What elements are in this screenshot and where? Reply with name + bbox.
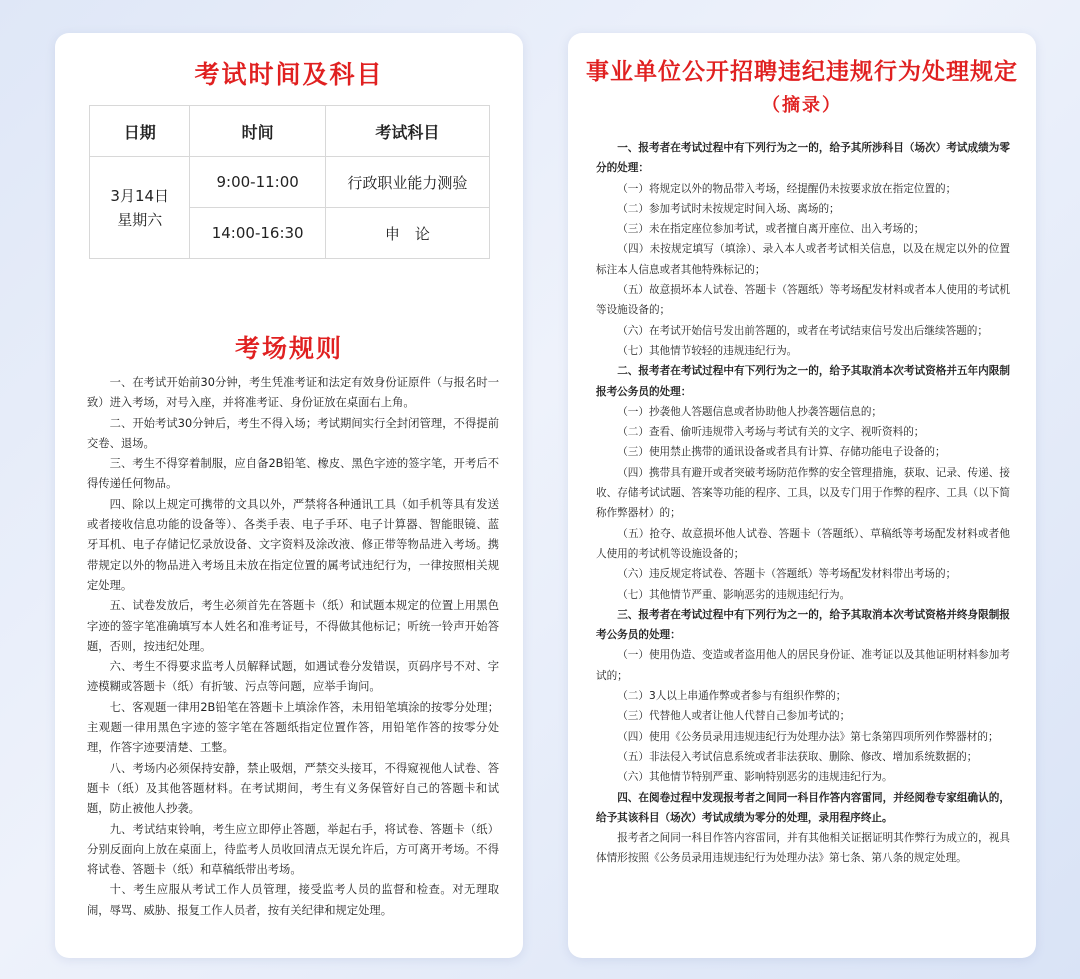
regulation-item: （一）使用伪造、变造或者盗用他人的居民身份证、准考证以及其他证明材料参加考试的； (596, 649, 1010, 682)
regulation-section-heading: 三、报考者在考试过程中有下列行为之一的，给予其取消本次考试资格并终身限制报考公务员的处理： (596, 608, 1010, 642)
date-cell (90, 157, 190, 259)
regulation-item: （七）其他情节严重、影响恶劣的违规违纪行为。 (617, 588, 851, 601)
rule-item: 二、开始考试30分钟后，考生不得入场；考试期间实行全封闭管理，不得提前交卷、退场。 (87, 416, 499, 450)
exam-info-card (55, 33, 523, 958)
regulation-item: （六）在考试开始信号发出前答题的，或者在考试结束信号发出后继续答题的； (617, 324, 988, 337)
weekday-line: 星期六 (117, 210, 163, 229)
table-header-row (90, 106, 490, 157)
regulation-item: （四）未按规定填写（填涂）、录入本人或者考试相关信息，以及在规定以外的位置标注本人信息或者其他特殊标记的； (596, 243, 1010, 276)
regulation-item: （三）代替他人或者让他人代替自己参加考试的； (617, 710, 851, 723)
rule-item: 七、客观题一律用2B铅笔在答题卡上填涂作答，未用铅笔填涂的按零分处理；主观题一律用黑色字迹的签字笔在答题纸指定位置作答，用铅笔作答的按零分处理，作答字迹要清楚、工整。 (87, 700, 499, 755)
header-subject: 考试科目 (325, 106, 489, 157)
rules-title: 考场规则 (234, 334, 343, 363)
regulation-item: （三）使用禁止携带的通讯设备或者具有计算、存储功能电子设备的； (617, 446, 946, 459)
regulation-item: （一）将规定以外的物品带入考场，经提醒仍未按要求放在指定位置的； (617, 182, 957, 195)
rule-item: 三、考生不得穿着制服，应自备2B铅笔、橡皮、黑色字迹的签字笔，开考后不得传递任何物品。 (87, 457, 499, 491)
regulation-item: （四）使用《公务员录用违规违纪行为处理办法》第七条第四项所列作弊器材的； (617, 730, 999, 743)
regulation-item: 报考者之间同一科目作答内容雷同，并有其他相关证据证明其作弊行为成立的，视具体情形按照《公务员录用违规违纪行为处理办法》第七条、第八条的规定处理。 (596, 832, 1010, 865)
regulation-item: （五）抢夺、故意损坏他人试卷、答题卡（答题纸）、草稿纸等考场配发材料或者他人使用的考试机等设施设备的； (596, 527, 1010, 560)
date-line: 3月14日 (110, 186, 170, 205)
rule-item: 六、考生不得要求监考人员解释试题，如遇试卷分发错误，页码序号不对、字迹模糊或答题卡（纸）有折皱、污点等问题，应举手询问。 (87, 660, 499, 694)
regulation-section-heading: 四、在阅卷过程中发现报考者之间同一科目作答内容雷同，并经阅卷专家组确认的，给予其该科目（场次）考试成绩为零分的处理，录用程序终止。 (596, 791, 1010, 824)
rule-item: 一、在考试开始前30分钟，考生凭准考证和法定有效身份证原件（与报名时一致）进入考场，对号入座，并将准考证、身份证放在桌面右上角。 (87, 376, 499, 410)
time-cell: 9:00-11:00 (190, 157, 325, 208)
rule-item: 十、考生应服从考试工作人员管理，接受监考人员的监督和检查。对无理取闹，辱骂、威胁、报复工作人员者，按有关纪律和规定处理。 (87, 883, 499, 917)
schedule-table (89, 105, 490, 259)
regulation-item: （三）未在指定座位参加考试，或者擅自离开座位、出入考场的； (617, 223, 925, 236)
rule-item: 八、考场内必须保持安静，禁止吸烟，严禁交头接耳，不得窥视他人试卷、答题卡（纸）及其他答题材料。在考试期间，考生有义务保管好自己的答题卡和试题，防止被他人抄袭。 (87, 761, 499, 816)
rule-item: 四、除以上规定可携带的文具以外，严禁将各种通讯工具（如手机等具有发送或者接收信息功能的设备等）、各类手表、电子手环、电子计算器、智能眼镜、蓝牙耳机、电子存储记忆录放设备、文字资料及涂改液、修正带等物品进入考场。携带规定以外的物品进入考场且未放在指定位置的属考试违纪行为，一律按照相关规定处理。 (87, 497, 499, 592)
regulation-item: （二）查看、偷听违规带入考场与考试有关的文字、视听资料的； (617, 426, 925, 439)
time-cell: 14:00-16:30 (190, 208, 325, 259)
rule-item: 五、试卷发放后，考生必须首先在答题卡（纸）和试题本规定的位置上用黑色字迹的签字笔准确填写本人姓名和准考证号，不得做其他标记；听统一铃声开始答题，否则，按违纪处理。 (87, 599, 499, 653)
regulation-item: （五）故意损坏本人试卷、答题卡（答题纸）等考场配发材料或者本人使用的考试机等设施设备的； (596, 284, 1010, 317)
rule-item: 九、考试结束铃响，考生应立即停止答题，举起右手，将试卷、答题卡（纸）分别反面向上放在桌面上，待监考人员收回清点无误允许后，方可离开考场。不得将试卷、答题卡（纸）和草稿纸带出考场。 (87, 822, 499, 877)
regulations-title: 事业单位公开招聘违纪违规行为处理规定 (586, 59, 1018, 85)
regulation-section-heading: 一、报考者在考试过程中有下列行为之一的，给予其所涉科目（场次）考试成绩为零分的处理： (596, 142, 1010, 175)
regulation-item: （六）违反规定将试卷、答题卡（答题纸）等考场配发材料带出考场的； (617, 568, 957, 581)
regulation-item: （二）3人以上串通作弊或者参与有组织作弊的； (617, 690, 847, 703)
regulations-body (596, 138, 1010, 869)
regulation-item: （六）其他情节特别严重、影响特别恶劣的违规违纪行为。 (617, 771, 893, 784)
subject-cell: 申 论 (325, 208, 489, 259)
header-time: 时间 (190, 106, 325, 157)
regulations-subtitle: （摘录） (762, 95, 842, 116)
regulation-section-heading: 二、报考者在考试过程中有下列行为之一的，给予其取消本次考试资格并五年内限制报考公务员的处理： (596, 365, 1010, 398)
header-date: 日期 (90, 106, 190, 157)
rules-body (87, 373, 499, 921)
regulation-item: （四）携带具有避开或者突破考场防范作弊的安全管理措施，获取、记录、传递、接收、存储考试试题、答案等功能的程序、工具，以及专门用于作弊的程序、工具（以下简称作弊器材）的； (596, 466, 1010, 520)
regulations-card (568, 33, 1036, 958)
table-row (90, 157, 490, 208)
regulation-item: （五）非法侵入考试信息系统或者非法获取、删除、修改、增加系统数据的； (617, 750, 978, 763)
regulation-item: （七）其他情节较轻的违规违纪行为。 (617, 344, 798, 357)
regulation-item: （二）参加考试时未按规定时间入场、离场的； (617, 202, 840, 215)
schedule-title: 考试时间及科目 (194, 60, 384, 89)
regulation-item: （一）抄袭他人答题信息或者协助他人抄袭答题信息的； (617, 405, 883, 418)
subject-cell: 行政职业能力测验 (325, 157, 489, 208)
